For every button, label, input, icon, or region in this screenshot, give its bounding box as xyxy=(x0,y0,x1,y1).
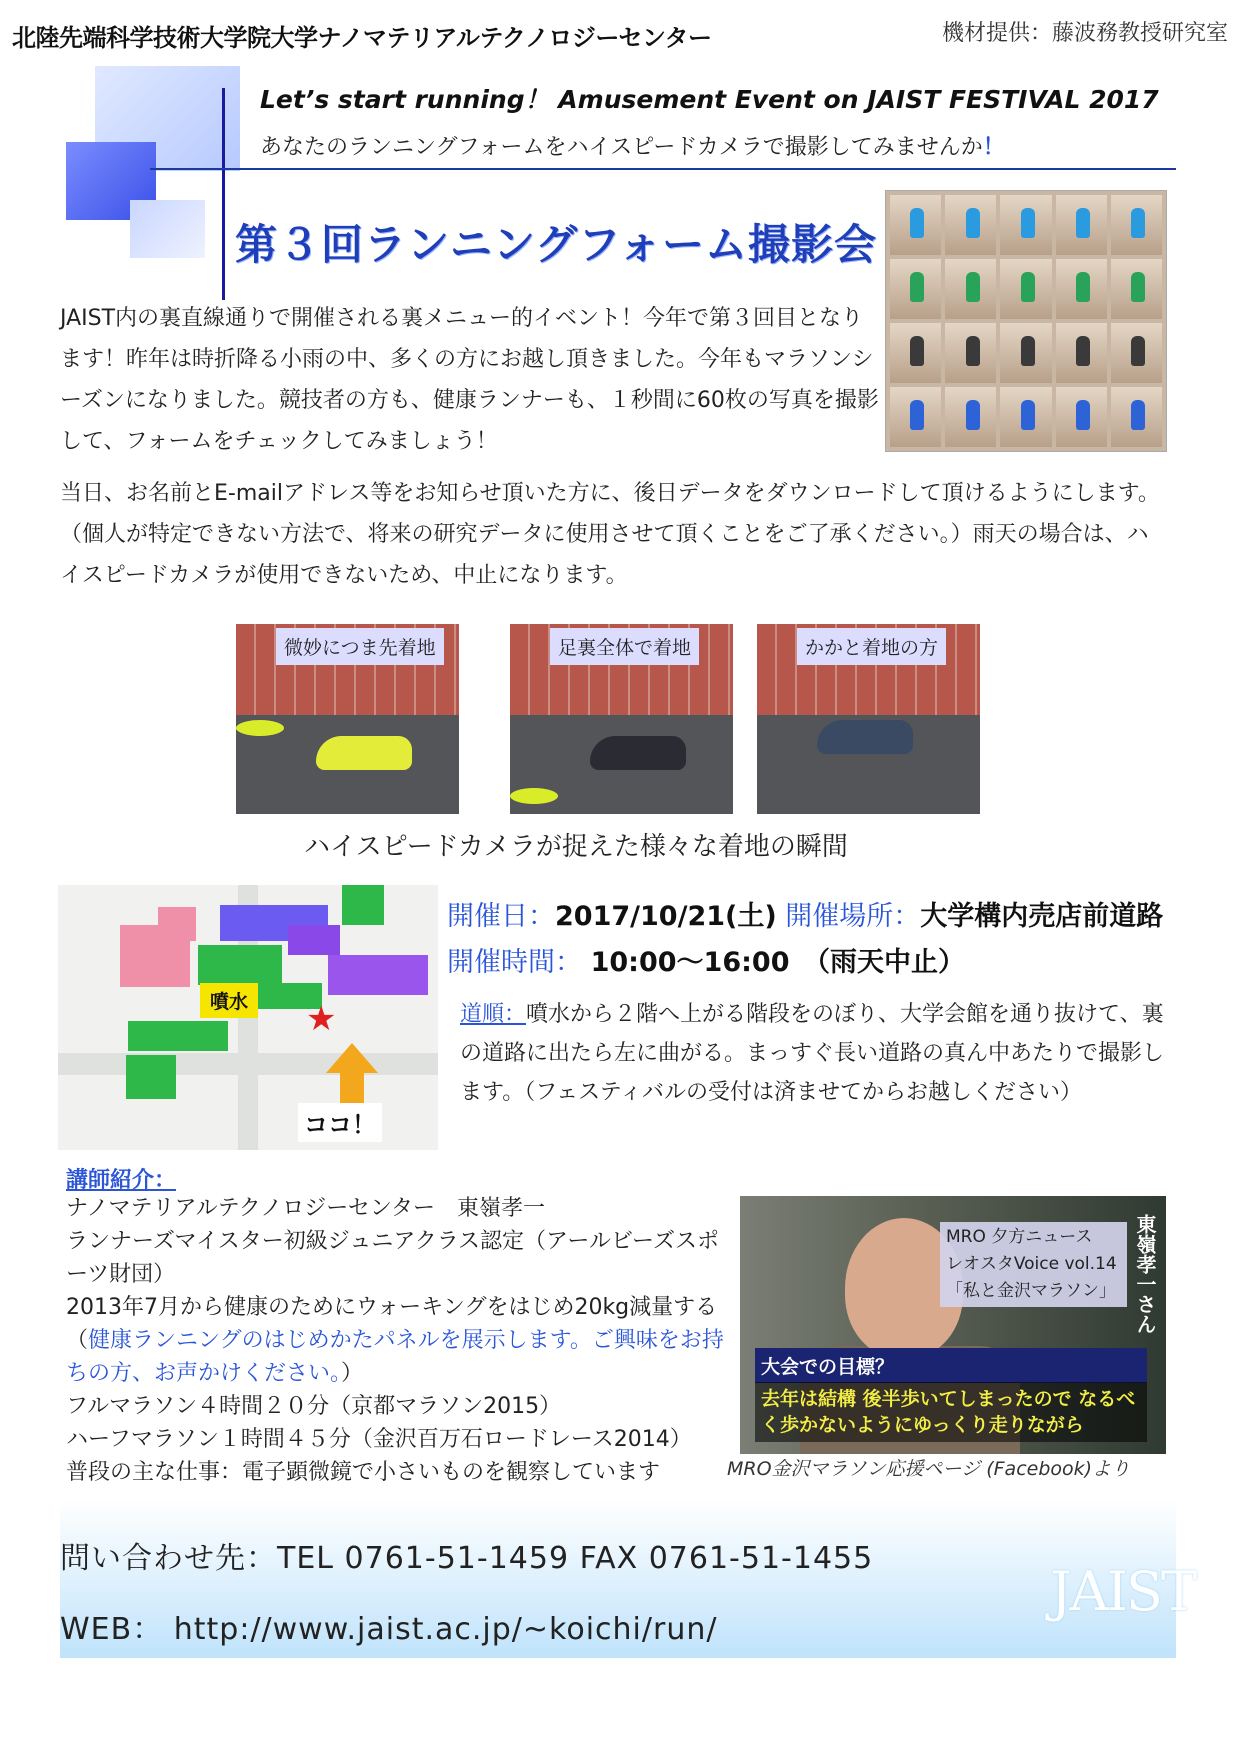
foot-photo-heel xyxy=(757,624,980,814)
jaist-logo: JAIST xyxy=(1050,1560,1195,1623)
institution-name: 北陸先端科学技術大学院大学ナノマテリアルテクノロジーセンター xyxy=(12,24,712,52)
tv-name-caption: 東嶺孝一さん xyxy=(1133,1214,1157,1334)
tv-program-label: MRO 夕方ニュース レオスタVoice vol.14 「私と金沢マラソン」 xyxy=(940,1222,1127,1307)
decor-vertical-line xyxy=(222,88,225,300)
equipment-credit: 機材提供：藤波務教授研究室 xyxy=(941,21,1228,46)
location-star-icon: ★ xyxy=(306,999,337,1039)
foot-photo-label: 微妙につま先着地 xyxy=(276,628,444,665)
data-paragraph: 当日、お名前とE-mailアドレス等をお知らせ頂いた方に、後日データをダウンロードして頂けるようにします。（個人が特定できない方法で、将来の研究データに使用させて頂くことをご了承ください。）雨天の場合は、ハイスピードカメラが使用できないため、中止になります。 xyxy=(60,481,1160,588)
contact-phone-fax: 問い合わせ先：TEL 0761-51-1459 FAX 0761-51-1455 xyxy=(60,1541,874,1576)
running-sequence-photo xyxy=(885,190,1167,452)
contact-web-link[interactable]: WEB： http://www.jaist.ac.jp/~koichi/run/ xyxy=(60,1612,718,1647)
english-title: Let’s start running！ Amusement Event on JAIST FESTIVAL 2017 xyxy=(260,85,1159,114)
intro-paragraph: JAIST内の裏直線通りで開催される裏メニュー的イベント！今年で第３回目となります！昨年は時折降る小雨の中、多くの方にお越し頂きました。今年もマラソンシーズンになりました。競技者の方も、健康ランナーも、１秒間に60枚の写真を撮影して、フォームをチェックしてみましょう！ xyxy=(60,306,879,454)
arrow-stem xyxy=(340,1071,364,1107)
decor-horizontal-line xyxy=(150,168,1176,170)
foot-photo-flat xyxy=(510,624,733,814)
main-title: 第３回ランニングフォーム撮影会 xyxy=(235,220,878,269)
tv-subtitle-heading: 大会での目標？ xyxy=(755,1348,1147,1383)
event-date-place: 開催日：2017/10/21(土) 開催場所：大学構内売店前道路 xyxy=(447,901,1164,932)
arrow-up-icon xyxy=(326,1043,378,1073)
event-time: 開催時間： 10:00～16:00 （雨天中止） xyxy=(447,947,965,978)
event-subtitle: あなたのランニングフォームをハイスピードカメラで撮影してみませんか！ xyxy=(260,135,1005,160)
foot-photo-toe xyxy=(236,624,459,814)
tv-photo-caption: MRO金沢マラソン応援ページ (Facebook)より xyxy=(727,1458,1131,1480)
foot-photos-caption: ハイスピードカメラが捉えた様々な着地の瞬間 xyxy=(304,832,848,862)
tv-interview-photo xyxy=(740,1196,1166,1454)
campus-map xyxy=(58,885,438,1150)
map-fountain-label: 噴水 xyxy=(200,983,258,1018)
instructor-profile: ナノマテリアルテクノロジーセンター 東嶺孝一 ランナーズマイスター初級ジュニアクラス認定（アールビーズスポーツ財団） 2013年7月から健康のためにウォーキングをはじめ20kg減量する（健康ランニングのはじめかたパネルを展示します。ご興味をお持ちの方、お声かけください。） フルマラソン４時間２０分（京都マラソン2015） ハーフマラソン１時間４５分（金沢百万石ロードレース2014） 普段の主な仕事：電子顕微鏡で小さいものを観察しています xyxy=(66,1196,724,1485)
route-directions: 道順：噴水から２階へ上がる階段をのぼり、大学会館を通り抜けて、裏の道路に出たら左に曲がる。まっすぐ長い道路の真ん中あたりで撮影します。（フェスティバルの受付は済ませてからお越しください） xyxy=(460,1002,1165,1105)
tv-subtitle-text: 去年は結構 後半歩いてしまったので なるべく歩かないようにゆっくり走りながら xyxy=(755,1382,1147,1442)
foot-photo-label: 足裏全体で着地 xyxy=(550,628,699,665)
decor-square xyxy=(130,200,205,258)
instructor-heading: 講師紹介： xyxy=(66,1168,177,1193)
foot-photo-label: かかと着地の方 xyxy=(797,628,946,665)
map-here-label: ココ！ xyxy=(298,1103,382,1142)
